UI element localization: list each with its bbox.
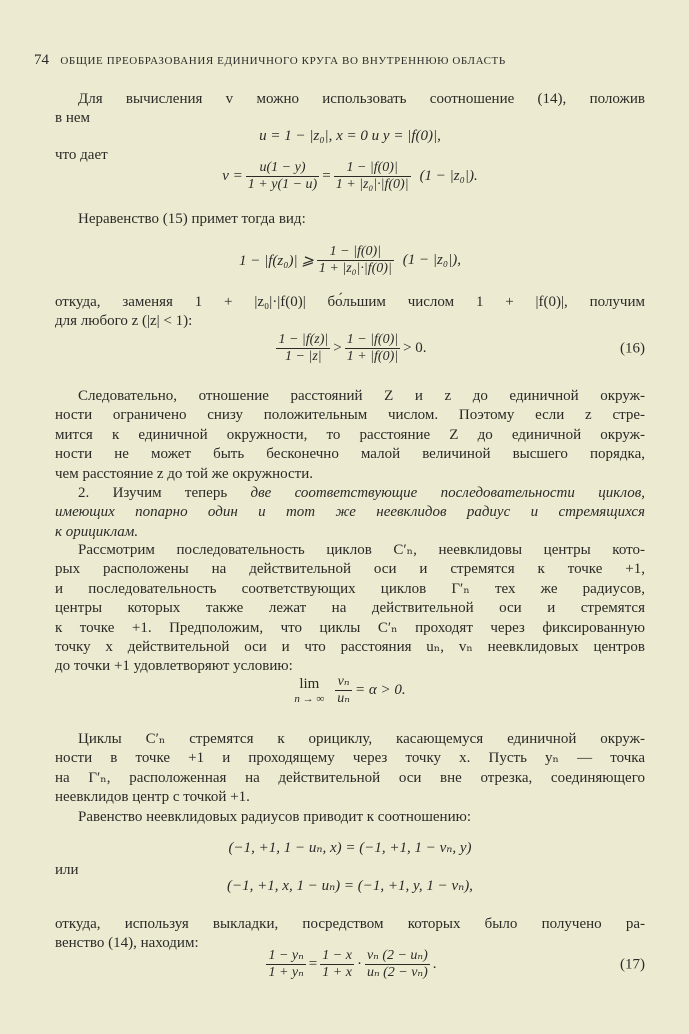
italic-text: две соответствующие последовательности циклов, [250, 485, 645, 501]
text-line: ности не может быть бесконечно малой величиной высшего порядка, [55, 446, 645, 463]
text-line: на Γ′ₙ, расположенная на действительной оси вне отрезка, соединяющего [55, 769, 645, 786]
eq-text: (1 − |z₀|). [419, 168, 478, 184]
eq-text: v = [222, 168, 243, 184]
eq-text: = [322, 168, 331, 184]
paragraph [55, 90, 645, 129]
page-number: 74 [34, 52, 49, 68]
eq-text: (1 − |z₀|), [402, 252, 461, 268]
text-line: к точке +1. Предположим, что циклы C′ₙ проходят через фиксированную [55, 619, 645, 636]
equation-substitution: u = 1 − |z₀|, x = 0 и y = |f(0)|, [259, 128, 441, 144]
text-line: Циклы C′ₙ стремятся к орициклу, касающемуся единичной окруж- [78, 731, 645, 747]
limit: lim n → ∞ [294, 676, 325, 705]
text-line: до точки +1 удовлетворяют условию: [55, 658, 293, 675]
paragraph [55, 293, 645, 332]
fraction: $\frac{\text{1 − yₙ}}{\text{1 + yₙ}}$ [268, 948, 304, 980]
italic-text: к орициклам. [55, 523, 139, 540]
paragraph [55, 808, 645, 827]
equation-16 [55, 332, 645, 365]
fraction: $\frac{1 - x}{1 + x}$ [322, 948, 352, 980]
text-line: Для вычисления v можно использовать соотношение (14), положив [78, 91, 645, 107]
text-line: и последовательность соответствующих циклов Γ′ₙ тех же радиусов, [55, 580, 645, 597]
eq-text: = [308, 956, 318, 972]
eq-text: . [432, 956, 437, 972]
text-line: ности ограничено снизу положительным числом. Поэтому если z стре- [55, 407, 645, 424]
text-line: венство (14), находим: [55, 935, 199, 952]
paragraph [55, 210, 645, 229]
fraction: $\frac{1 - |f(0)|}{\text{1 + |z₀|·|f(0)|}}$ [335, 160, 409, 192]
text-line: или [55, 862, 79, 878]
text-line: ности в точке +1 и проходящему через точку x. Пусть yₙ — точка [55, 750, 645, 767]
fraction: $\frac{\text{vₙ (2 − uₙ)}}{\text{uₙ (2 − vₙ)}}$ [366, 948, 428, 980]
equation-cross-ratio-2: (−1, +1, x, 1 − uₙ) = (−1, +1, y, 1 − vₙ), [227, 877, 473, 894]
equation-number: (17) [620, 956, 645, 972]
paragraph-item-2 [55, 484, 645, 542]
paragraph [55, 541, 645, 677]
text-line: для любого z (|z| < 1): [55, 313, 193, 330]
text-line: неевклидов центр с точкой +1. [55, 789, 250, 806]
text-line: Рассмотрим последовательность циклов C′ₙ, неевклидовы центры кото- [78, 542, 645, 558]
equation-17 [55, 948, 645, 981]
text-line: точку x действительной оси и что расстояния uₙ, vₙ неевклидовых центров [55, 638, 645, 655]
equation-number: (16) [620, 340, 645, 356]
chapter-title: ОБЩИЕ ПРЕОБРАЗОВАНИЯ ЕДИНИЧНОГО КРУГА ВО ВНУТРЕННЮЮ ОБЛАСТЬ [60, 55, 506, 67]
text-line: рых расположены на действительной оси и стремятся к точке +1, [55, 561, 645, 578]
fraction: $\frac{1 - |f(0)|}{1 + |f(0)|}$ [346, 332, 399, 364]
equation-limit [55, 674, 645, 707]
paragraph [55, 387, 645, 484]
eq-text: · [356, 956, 362, 972]
item-lead: 2. Изучим теперь [78, 485, 251, 501]
text-line: Следовательно, отношение расстояний Z и z до единичной окруж- [78, 388, 645, 404]
text-line: Неравенство (15) примет тогда вид: [78, 211, 306, 227]
equation-cross-ratio-1: (−1, +1, 1 − uₙ, x) = (−1, +1, 1 − vₙ, y) [228, 839, 472, 856]
italic-text: имеющих попарно один и тот же неевклидов радиус и стремящихся [55, 504, 645, 521]
fraction: $\frac{u(1 - y)}{1 + y(1 - u)}$ [247, 160, 318, 192]
paragraph [55, 730, 645, 808]
running-header [34, 52, 654, 69]
text-line: чем расстояние z до той же окружности. [55, 465, 313, 482]
equation-v [55, 160, 645, 193]
eq-text: > 0. [403, 340, 427, 356]
eq-text: = α > 0. [354, 682, 406, 698]
text-line: мится к единичной окружности, то расстояние Z до единичной окруж- [55, 426, 645, 443]
eq-text: > [333, 340, 342, 356]
text-line: Равенство неевклидовых радиусов приводит к соотношению: [78, 809, 471, 825]
eq-text: 1 − |f(z₀)| ⩾ [239, 253, 314, 269]
fraction: $\frac{1 - |f(0)|}{\text{1 + |z₀|·|f(0)|}}$ [318, 244, 392, 276]
text-line: что дает [55, 147, 108, 163]
text-line: в нем [55, 110, 91, 127]
equation-inequality-15 [55, 244, 645, 277]
text-line: центры которых также лежат на действительной оси и стремятся [55, 600, 645, 617]
fraction: $\frac{\text{vₙ}}{\text{uₙ}}$ [337, 674, 350, 706]
text-line: откуда, заменяя 1 + |z₀|·|f(0)| бо́льшим числом 1 + |f(0)|, получим [55, 294, 645, 310]
fraction: $\frac{1 - |f(z)|}{1 - |z|}$ [278, 332, 329, 364]
text-line: откуда, используя выкладки, посредством которых было получено ра- [55, 916, 645, 932]
